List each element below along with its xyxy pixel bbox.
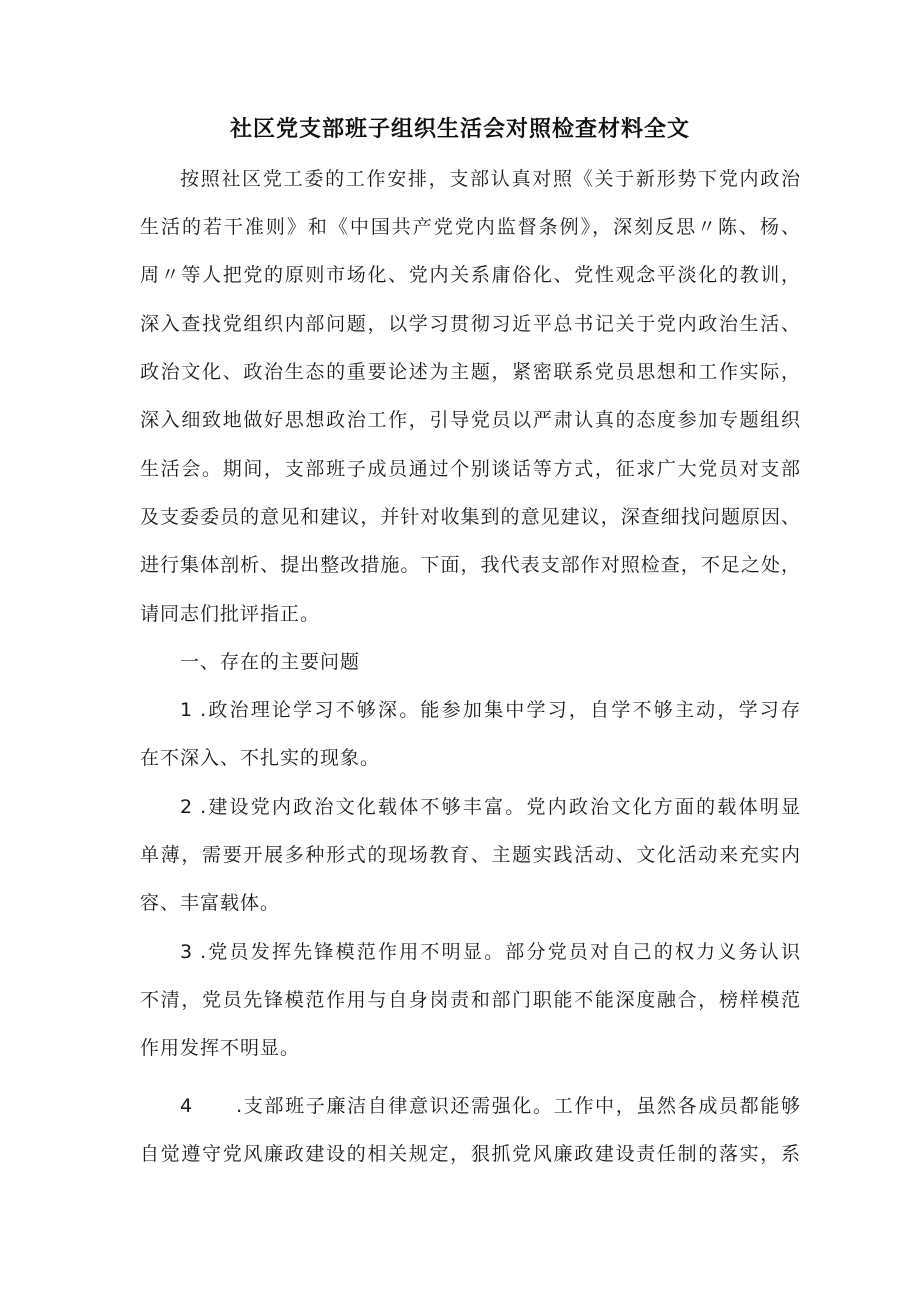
intro-line: 深入细致地做好思想政治工作，引导党员以严肃认真的态度参加专题组织	[140, 409, 800, 431]
list-item-first-line	[180, 937, 800, 967]
intro-line: 按照社区党工委的工作安排，支部认真对照《关于新形势下党内政治	[180, 168, 800, 190]
item-text: .建设党内政治文化载体不够丰富。党内政治文化方面的载体明显	[200, 796, 800, 818]
item-text: .党员发挥先锋模范作用不明显。部分党员对自己的权力义务认识	[200, 941, 800, 963]
item-number: 4	[180, 1095, 193, 1117]
item-text: .政治理论学习不够深。能参加集中学习，自学不够主动，学习存	[200, 699, 800, 721]
list-item-first-line	[180, 695, 800, 725]
item-number: 3	[180, 941, 193, 963]
list-item-line: 在不深入、不扎实的现象。	[140, 747, 381, 769]
document-title: 社区党支部班子组织生活会对照检查材料全文	[229, 117, 690, 142]
list-item-line: 单薄，需要开展多种形式的现场教育、主题实践活动、文化活动来充实内	[140, 844, 800, 866]
intro-line: 及支委委员的意见和建议，并针对收集到的意见建议，深查细找问题原因、	[140, 506, 800, 528]
item-number: 2	[180, 796, 193, 818]
list-item-line: 容、丰富载体。	[140, 892, 281, 914]
intro-line: 深入查找党组织内部问题，以学习贯彻习近平总书记关于党内政治生活、	[140, 313, 800, 335]
intro-line: 政治文化、政治生态的重要论述为主题，紧密联系党员思想和工作实际，	[140, 361, 800, 383]
list-item-line: 作用发挥不明显。	[140, 1037, 301, 1059]
intro-line: 生活会。期间，支部班子成员通过个别谈话等方式，征求广大党员对支部	[140, 458, 800, 480]
intro-line: 周〃等人把党的原则市场化、党内关系庸俗化、党性观念平淡化的教训，	[140, 264, 800, 286]
intro-line: 生活的若干准则》和《中国共产党党内监督条例》，深刻反思〃陈、杨、	[140, 216, 800, 238]
item-text: .支部班子廉洁自律意识还需强化。工作中，虽然各成员都能够	[236, 1095, 800, 1117]
section-heading: 一、存在的主要问题	[180, 651, 361, 673]
list-item-first-line	[180, 792, 800, 822]
intro-line: 请同志们批评指正。	[140, 603, 321, 625]
item-number: 1	[180, 699, 193, 721]
list-item-line: 不清，党员先锋模范作用与自身岗责和部门职能不能深度融合，榜样模范	[140, 989, 800, 1011]
intro-line: 进行集体剖析、提出整改措施。下面，我代表支部作对照检查，不足之处，	[140, 554, 800, 576]
list-item-first-line	[180, 1091, 800, 1121]
list-item-line: 自觉遵守党风廉政建设的相关规定，狠抓党风廉政建设责任制的落实，系	[140, 1143, 800, 1165]
